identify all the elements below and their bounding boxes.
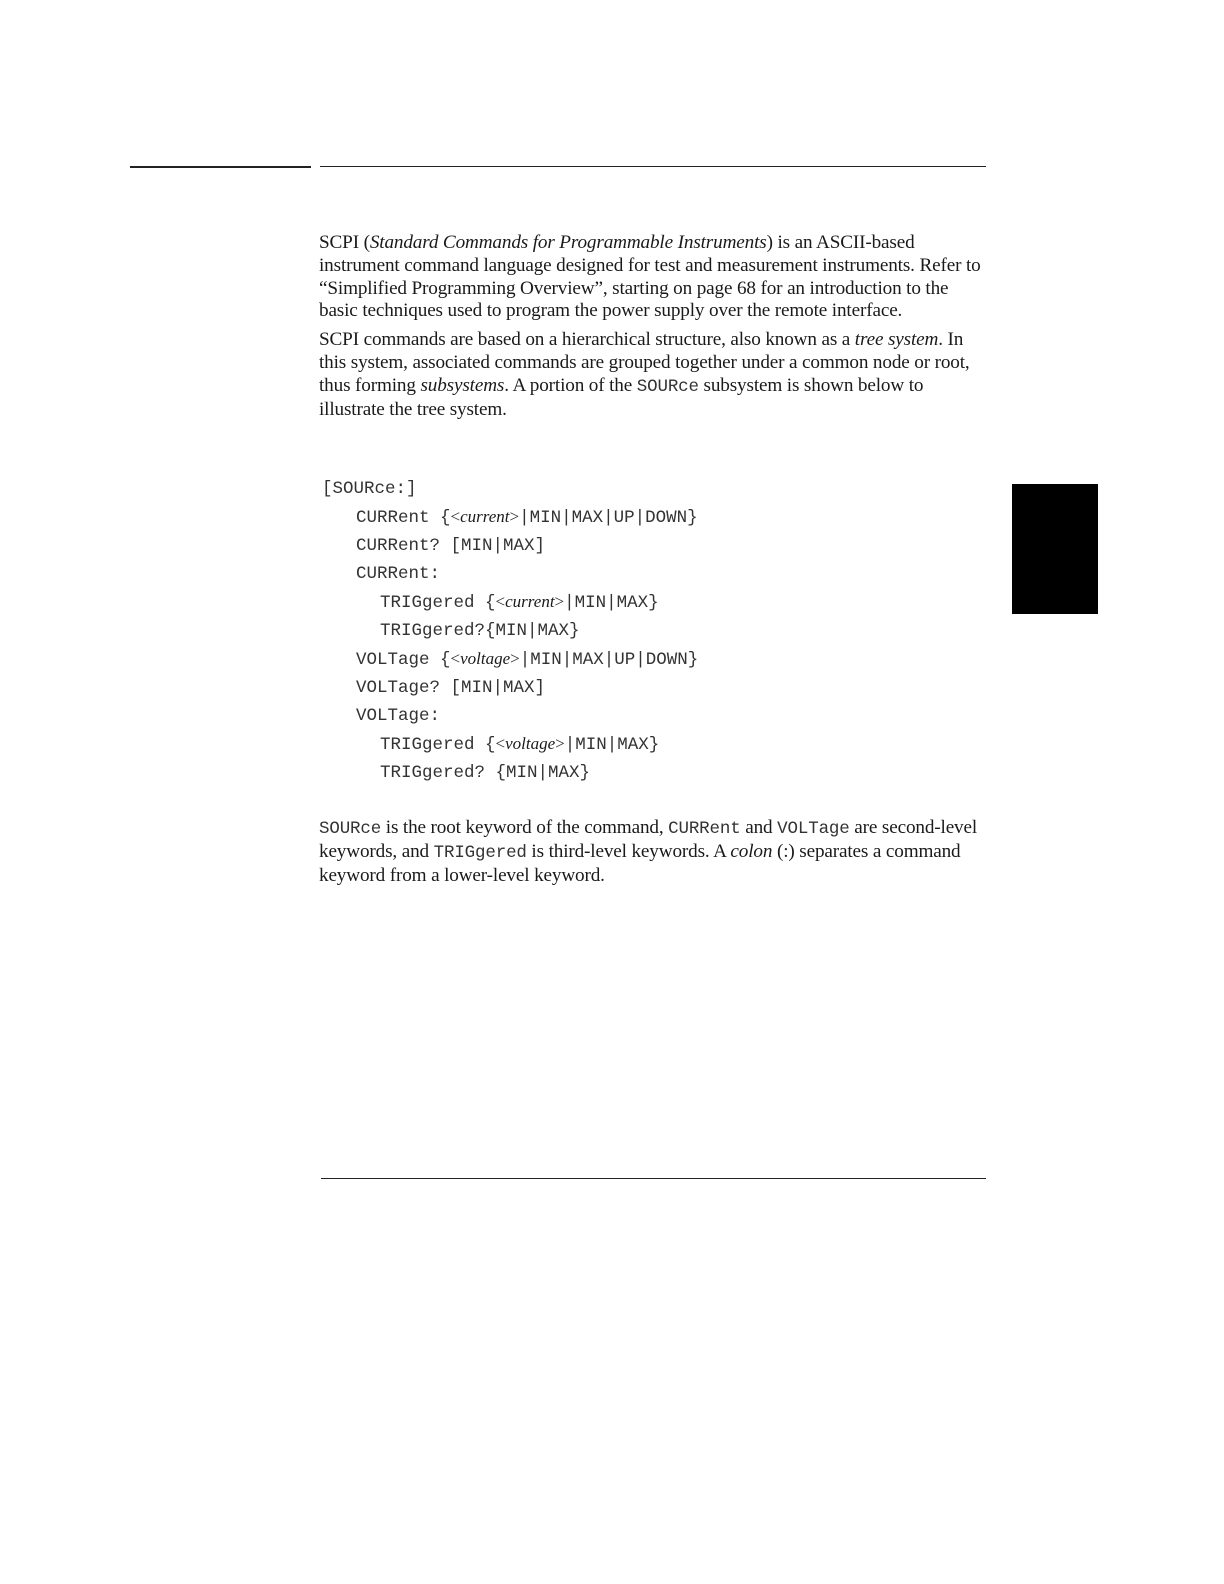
code-text: |MIN|MAX} [564,735,660,755]
tree-line: TRIGgered?{MIN|MAX} [380,621,580,641]
header-rule [320,166,986,167]
text-run: . A portion of the [504,374,637,396]
intro-section [319,232,989,427]
bracket: < [450,649,461,668]
code-keyword: VOLTage [777,819,850,839]
code-keyword: SOURce [636,376,699,397]
bracket: < [495,592,506,611]
text-run: are second-level keywords, and [319,817,978,862]
text-run: SCPI commands are based on a hierarchical structure, also known as a [319,329,855,351]
text-run: is third-level keywords. A [526,840,731,862]
parameter: current [460,507,510,526]
code-text: |MIN|MAX} [564,593,659,613]
bracket: < [450,507,461,526]
tree-line [356,648,698,671]
chapter-thumb-tab [1012,484,1098,614]
tree-line: CURRent: [356,564,441,584]
parameter: voltage [460,649,511,668]
explanation-paragraph [319,817,989,887]
tree-line: VOLTage: [356,706,441,726]
tree-line [356,506,698,529]
tree-root-line: [SOURce:] [322,479,417,499]
code-keyword: SOURce [319,819,382,839]
explanation-section [319,817,989,893]
parameter: current [505,592,555,611]
tree-line: VOLTage? [MIN|MAX] [356,678,546,698]
code-keyword: TRIGgered [433,842,527,863]
text-run: and [740,817,778,838]
tree-line [380,733,659,756]
tree-line: CURRent? [MIN|MAX] [356,536,546,556]
intro-paragraph-scpi [319,232,989,323]
emphasis-text: tree system [854,329,939,351]
bracket: > [510,649,520,668]
bracket: > [509,507,520,526]
emphasis-text: subsystems [420,374,505,396]
code-text: |MIN|MAX|UP|DOWN} [519,650,699,670]
text-run: (:) separates a command keyword from a lower-level keyword. [319,840,961,886]
tree-line [380,591,659,614]
text-run: . In this system, associated commands are grouped together under a common node or root, thus forming [319,329,970,396]
header-rule-left [130,166,311,168]
bracket: > [554,592,565,611]
emphasis-text: colon [730,840,773,862]
code-text: TRIGgered { [380,593,496,613]
footer-rule [321,1178,986,1179]
text-run: ) is an ASCII-based instrument command language designed for test and measurement instruments. Refer to “Simplified Programming Overview”, starting on page 68 for an introduction to the basic techniques used to program the power supply over the remote interface. [319,232,981,322]
parameter: voltage [505,734,556,753]
code-keyword: CURRent [668,819,741,839]
text-run: SCPI ( [319,232,370,253]
tree-line: TRIGgered? {MIN|MAX} [380,763,591,783]
emphasis-text: Standard Commands for Programmable Instruments [369,232,767,253]
intro-paragraph-tree [319,329,989,421]
code-text: VOLTage { [356,650,451,670]
bracket: > [555,734,565,753]
code-text: |MIN|MAX|UP|DOWN} [519,508,698,528]
code-text: TRIGgered { [380,735,496,755]
bracket: < [495,734,506,753]
text-run: is the root keyword of the command, [381,817,669,838]
code-text: CURRent { [356,508,451,528]
text-run: subsystem is shown below to illustrate the tree system. [319,374,924,420]
